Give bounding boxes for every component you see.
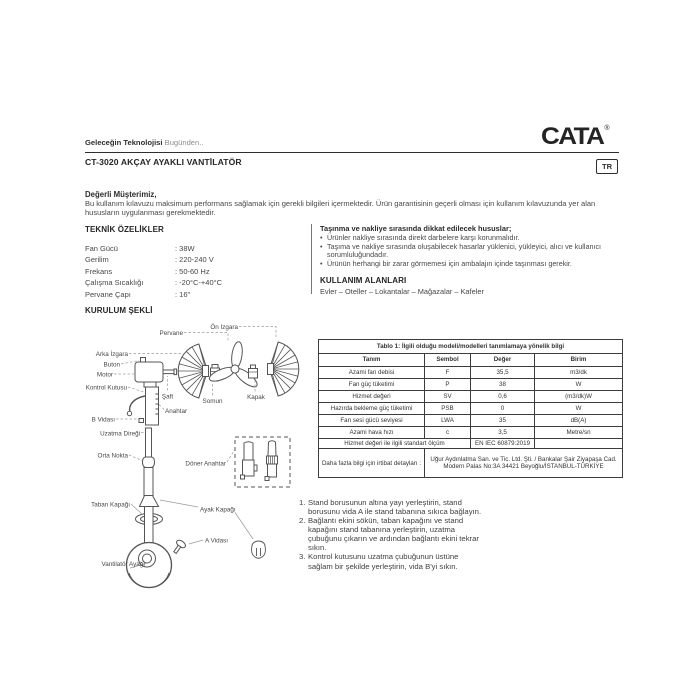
- cell-birim: dB(A): [535, 415, 623, 427]
- table-row: [319, 427, 623, 439]
- leader-anahtar: [159, 404, 165, 410]
- leader-doner-anahtar: [227, 450, 235, 462]
- leader-on-izgara: [239, 327, 276, 338]
- usage-areas-text: Evler – Oteller – Lokantalar – Mağazalar – Kafeler: [320, 286, 484, 296]
- contact-line-1: Uğur Aydınlatma San. ve Tic. Ltd. Şti. / Bankalar Şair Ziyapaşa Cad.: [430, 456, 617, 463]
- spec-row: [85, 243, 305, 254]
- motor-part: [135, 362, 163, 382]
- table-header-birim: Birim: [535, 354, 623, 367]
- intro-paragraph: Bu kullanım kılavuzu maksimum performans sağlamak için gerekli bilgileri içermektedir. Ürün garantisinin geçerli olması için kullanım kılavuzunda yer alan hususların uygulanması gerekmektedir.: [85, 199, 596, 218]
- contact-row: [319, 449, 623, 478]
- registered-trademark-icon: ®: [604, 125, 610, 132]
- cell-deger: 38: [471, 379, 535, 391]
- instruction-text: Stand borusunun altına yayı yerleştirin, stand borusunu vida A ile stand tabanına sıkıca bağlayın.: [308, 498, 482, 517]
- standard-label: Hizmet değeri ile ilgili standart ölçüm: [319, 439, 471, 449]
- motor-neck: [144, 382, 156, 387]
- bullet-text: Ürünler nakliye sırasında direkt darbelere karşı korunmalıdır.: [327, 233, 520, 242]
- contact-label: Daha fazla bilgi için irtibat detayları :: [319, 449, 425, 478]
- spec-label: Frekans: [85, 266, 113, 276]
- transport-title: Taşınma ve nakliye sırasında dikkat edilecek hususlar;: [320, 224, 512, 233]
- label-b-vidasi: B Vidası: [91, 416, 115, 424]
- cell-birim: m3/dk: [535, 367, 623, 379]
- instruction-number: 1.: [299, 498, 306, 507]
- extension-pole: [146, 428, 152, 457]
- label-buton: Buton: [103, 361, 120, 369]
- tech-specs-title: TEKNİK ÖZELİKLER: [85, 225, 164, 234]
- instruction-item: [299, 498, 485, 516]
- tech-specs-section: [85, 225, 305, 300]
- spec-row: [85, 254, 305, 265]
- cell-deger: 35,5: [471, 367, 535, 379]
- cell-birim: W: [535, 379, 623, 391]
- label-motor: Motor: [96, 371, 113, 379]
- label-orta-nokta: Orta Nokta: [97, 452, 128, 460]
- usage-areas-section: [320, 276, 621, 296]
- a-screw-shaft: [174, 545, 181, 553]
- cell-sembol: LWA: [425, 415, 471, 427]
- detail-pole-2-foot: [265, 477, 269, 481]
- spec-value: : 50-60 Hz: [175, 266, 210, 276]
- label-saft: Şaft: [161, 393, 174, 401]
- label-kontrol-kutusu: Kontrol Kutusu: [85, 384, 127, 392]
- spec-value: : -20°C-+40°C: [175, 278, 223, 288]
- table-row: [319, 379, 623, 391]
- cell-tanim: Fan sesi gücü seviyesi: [319, 415, 425, 427]
- model-info-table-wrap: [318, 339, 622, 478]
- instruction-number: 2.: [299, 516, 306, 526]
- spec-value: : 38W: [175, 244, 195, 253]
- cap-body: [249, 369, 258, 379]
- rear-grille-hub: [203, 366, 209, 377]
- label-kapak: Kapak: [247, 394, 265, 401]
- standard-empty: [535, 439, 623, 449]
- model-info-table: [318, 339, 623, 478]
- instruction-number: 3.: [299, 552, 306, 562]
- cell-deger: 0: [471, 403, 535, 415]
- tagline-bold: Geleceğin Teknolojisi: [85, 138, 163, 147]
- bullet-text: Ürünün herhangi bir zarar görmemesi için ambalajın içinde taşınması gerekir.: [327, 258, 572, 268]
- cell-deger: 0,6: [471, 391, 535, 403]
- label-arka-izgara: Arka İzgara: [95, 351, 128, 358]
- spec-row: [85, 289, 305, 300]
- a-screw-part: [171, 539, 187, 556]
- label-vantilator-ayagi: Vantilatör Ayağı: [101, 561, 145, 568]
- contact-value: [425, 449, 623, 478]
- foot-cap-part: [252, 541, 266, 558]
- assembly-diagram: [85, 316, 317, 608]
- bullet-item: [320, 243, 621, 260]
- cell-deger: 35: [471, 415, 535, 427]
- leader-ayak-kapagi-2: [235, 513, 253, 540]
- detail-pole-1-foot: [241, 475, 245, 479]
- control-box-part: [146, 387, 159, 425]
- spec-value: : 16": [175, 289, 191, 299]
- leader-ayak-kapagi-1: [160, 500, 198, 507]
- bullet-icon: •: [320, 241, 323, 251]
- table-title: Tablo 1: İlgili olduğu modeli/modelleri tanımlamaya yönelik bilgi: [319, 340, 623, 354]
- bullet-icon: •: [320, 233, 323, 242]
- nut-top: [212, 365, 218, 369]
- cell-sembol: P: [425, 379, 471, 391]
- b-screw-part: [139, 419, 144, 423]
- bullet-icon: •: [320, 258, 323, 268]
- transport-bullets: [320, 234, 621, 269]
- tech-specs-list: [85, 243, 305, 300]
- label-uzatma-diregi: Uzatma Direği: [100, 430, 140, 438]
- front-grille-hub: [268, 364, 274, 375]
- leader-pervane: [184, 333, 228, 343]
- cell-birim: (m3/dk)W: [535, 391, 623, 403]
- instruction-item: [299, 516, 485, 552]
- foot-cap-dome: [252, 541, 265, 546]
- button-part: [141, 358, 146, 363]
- detail-pole-2-sleeve: [268, 464, 277, 477]
- label-doner-anahtar: Döner Anahtar: [185, 460, 226, 468]
- cap-top: [251, 365, 256, 369]
- label-ayak-kapagi: Ayak Kapağı: [200, 506, 236, 514]
- cata-logo: [541, 124, 621, 150]
- cell-sembol: c: [425, 427, 471, 439]
- tagline-light: Bugünden..: [162, 138, 204, 147]
- cable-plug: [127, 411, 131, 415]
- spec-row: [85, 266, 305, 277]
- table-row: [319, 415, 623, 427]
- table-header-sembol: Sembol: [425, 354, 471, 367]
- detail-pole-1-top: [244, 442, 253, 460]
- brand-tagline: [85, 138, 203, 147]
- instruction-item: [299, 552, 485, 570]
- table-row: [319, 391, 623, 403]
- assembly-title: KURULUM ŞEKLİ: [85, 306, 153, 315]
- page-title: CT-3020 AKÇAY AYAKLI VANTİLATÖR: [85, 157, 242, 167]
- cell-deger: 3,5: [471, 427, 535, 439]
- cell-tanim: Azami hava hızı: [319, 427, 425, 439]
- cell-tanim: Hizmet değeri: [319, 391, 425, 403]
- foot-cap-prongs: [252, 546, 266, 558]
- spec-label: Gerilim: [85, 255, 109, 265]
- label-anahtar: Anahtar: [165, 408, 188, 415]
- lower-tube: [144, 468, 153, 496]
- shaft-part: [163, 370, 174, 374]
- spec-label: Çalışma Sıcaklığı: [85, 278, 144, 288]
- column-divider: [311, 224, 312, 294]
- cell-sembol: F: [425, 367, 471, 379]
- contact-line-2: Modern Palas No:3A 34421 Beyoğlu/İSTANBUL-TÜRKİYE: [443, 463, 604, 471]
- standard-value: EN IEC 60879:2019: [471, 439, 535, 449]
- cell-sembol: SV: [425, 391, 471, 403]
- instruction-text: Bağlantı ekini sökün, taban kapağını ve stand kapağını stand tabanına yerleştirin, uzatma çubuğunu çıkarın ve ardından bağlantı ekini tekrar sıkın.: [308, 516, 479, 553]
- table-header-deger: Değer: [471, 354, 535, 367]
- cell-birim: W: [535, 403, 623, 415]
- transport-section: [320, 224, 621, 296]
- label-a-vidasi: A Vidası: [205, 537, 228, 545]
- standard-row: [319, 439, 623, 449]
- cell-birim: Metre/sn: [535, 427, 623, 439]
- cable: [130, 396, 145, 412]
- label-pervane: Pervane: [159, 330, 183, 337]
- foot-cone: [140, 496, 159, 507]
- shaft-tip: [174, 369, 177, 375]
- usage-areas-title: KULLANIM ALANLARI: [320, 275, 407, 285]
- mid-collar: [143, 457, 155, 468]
- spec-value: : 220-240 V: [175, 255, 214, 265]
- bullet-item: [320, 260, 621, 269]
- base-tube: [145, 507, 154, 546]
- cell-tanim: Azami fan debisi: [319, 367, 425, 379]
- blade-hub: [230, 364, 239, 373]
- language-badge-tr: TR: [596, 159, 618, 174]
- cell-sembol: PSB: [425, 403, 471, 415]
- assembly-instructions: [299, 498, 485, 571]
- label-taban-kapagi: Taban Kapağı: [91, 501, 130, 509]
- detail-pole-2-top: [268, 441, 276, 456]
- label-somun: Somun: [202, 398, 223, 405]
- bullet-text: Taşıma ve nakliye sırasında oluşabilecek hasarlar yüklenici, yükleyici, alıcı ve kullanıcı sorumluluğundadır.: [327, 241, 602, 260]
- spec-label: Fan Gücü: [85, 244, 118, 253]
- cata-logo-wordmark: CATA: [541, 122, 604, 150]
- table-row: [319, 367, 623, 379]
- leader-orta-nokta: [129, 455, 142, 461]
- label-on-izgara: Ön Izgara: [210, 324, 238, 331]
- detail-pole-1-sleeve: [243, 460, 255, 476]
- greeting: Değerli Müşterimiz,: [85, 190, 157, 199]
- instruction-text: Kontrol kutusunu uzatma çubuğunun üstüne sağlam bir şekilde yerleştirin, vida B'yi sıkın.: [308, 552, 459, 571]
- header-divider: [85, 152, 619, 153]
- table-row: [319, 403, 623, 415]
- spec-label: Pervane Çapı: [85, 289, 131, 299]
- leader-a-vidasi: [189, 540, 203, 544]
- table-header-tanim: Tanım: [319, 354, 425, 367]
- cell-tanim: Fan güç tüketimi: [319, 379, 425, 391]
- cell-tanim: Hazırda bekleme güç tüketimi: [319, 403, 425, 415]
- leader-kontrol-kutusu: [128, 387, 144, 392]
- spec-row: [85, 277, 305, 288]
- detail-pole-1-latch: [254, 465, 257, 471]
